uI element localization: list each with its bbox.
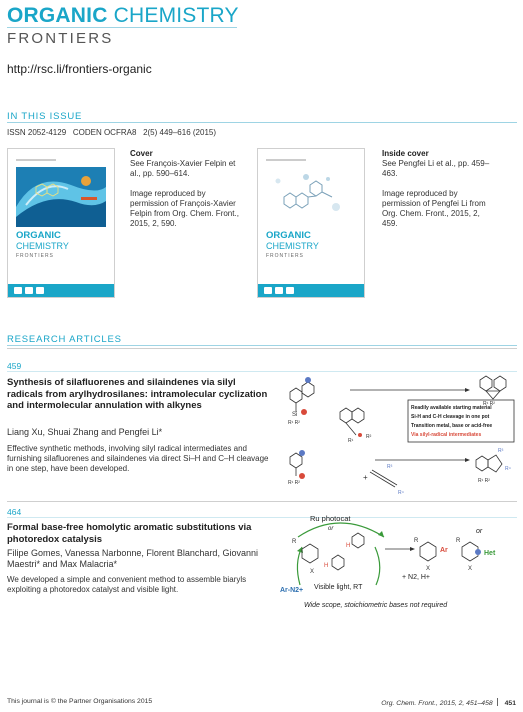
graphic-or-label: or	[328, 526, 334, 532]
svg-text:R³: R³	[498, 448, 504, 454]
graphic-bullet: Via silyl-radical intermediates	[411, 432, 482, 438]
cover-image: ORGANIC CHEMISTRY FRONTIERS	[7, 148, 115, 298]
svg-text:Si: Si	[292, 412, 298, 418]
cover-wave-illustration	[16, 167, 106, 227]
graphic-condition-label: Visible light, RT	[314, 584, 363, 591]
section-title-research-articles: RESEARCH ARTICLES	[7, 334, 122, 345]
svg-text:H: H	[346, 543, 351, 549]
svg-text:R¹ R²: R¹ R²	[478, 478, 490, 484]
issn-line: ISSN 2052-4129 CODEN OCFRA8 2(5) 449–616 (2015)	[7, 128, 217, 137]
article-authors: Liang Xu, Shuai Zhang and Pengfei Li*	[7, 427, 163, 437]
graphic-ar-label: Ar	[440, 547, 448, 554]
article-separator	[7, 501, 517, 502]
graphic-bullet: Si-H and C-H cleavage in one pot	[411, 414, 490, 420]
svg-text:R¹: R¹	[348, 438, 354, 444]
inside-cover-info	[382, 149, 492, 239]
title-rule	[7, 27, 237, 28]
footer-citation: Org. Chem. Front., 2015, 2, 451–458 451	[381, 700, 516, 707]
svg-text:R⁴: R⁴	[398, 490, 404, 496]
svg-text:+: +	[363, 473, 368, 482]
svg-text:R¹ R²: R¹ R²	[288, 480, 300, 486]
article-page-number[interactable]: 459	[7, 361, 22, 371]
graphic-bullet: Readily available starting material	[411, 405, 492, 411]
article-abstract: We developed a simple and convenient method to assemble biaryls exploiting a photoredox catalyst and visible light.	[7, 575, 247, 594]
svg-text:R: R	[414, 538, 419, 544]
article-authors: Filipe Gomes, Vanessa Narbonne, Florent Blanchard, Giovanni Maestri* and Max Malacria*	[7, 548, 258, 569]
graphic-bullet: Transition metal, base or acid-free	[411, 423, 493, 429]
svg-text:X: X	[468, 566, 473, 572]
graphic-catalyst-label: Ru photocat	[310, 514, 351, 523]
svg-text:X: X	[426, 566, 431, 572]
section-rule	[7, 122, 517, 123]
svg-text:R¹ R²: R¹ R²	[483, 401, 495, 407]
graphic-het-label: Het	[484, 550, 496, 557]
article-graphic-photoredox	[280, 507, 516, 617]
cover-credit: Image reproduced by permission of Pengfei Li from Org. Chem. Front., 2015, 2, 459.	[382, 189, 486, 228]
cover-desc: See Pengfei Li et al., pp. 459–463.	[382, 159, 490, 178]
svg-text:X: X	[310, 569, 315, 575]
cover-heading: Inside cover	[382, 149, 429, 158]
svg-text:R: R	[292, 539, 297, 545]
journal-url[interactable]: http://rsc.li/frontiers-organic	[7, 62, 152, 76]
graphic-byproduct-label: + N2, H+	[402, 574, 431, 581]
graphic-caption: Wide scope, stoichiometric bases not required	[304, 602, 448, 609]
section-rule	[7, 345, 517, 346]
footer-copyright: This journal is © the Partner Organisations 2015	[7, 698, 153, 705]
journal-subtitle: FRONTIERS	[7, 30, 114, 47]
article-abstract: Effective synthetic methods, involving silyl radical intermediates and furnishing silafluorenes and silaindenes via direct Si–H and C–H cleavage in one step, have been developed.	[7, 444, 269, 473]
inside-cover-image: ORGANIC CHEMISTRY FRONTIERS	[257, 148, 365, 298]
svg-text:R³: R³	[387, 464, 393, 470]
graphic-reagent-label: Ar-N2+	[280, 587, 304, 594]
cover-desc: See François-Xavier Felpin et al., pp. 590–614.	[130, 159, 236, 178]
svg-text:H: H	[324, 563, 329, 569]
page-number: 451	[504, 700, 516, 707]
cover-info	[130, 149, 240, 239]
cover-heading: Cover	[130, 149, 153, 158]
svg-text:R¹ R²: R¹ R²	[288, 420, 300, 426]
cover-credit: Image reproduced by permission of François-Xavier Felpin from Org. Chem. Front., 2015, 2, 590.	[130, 189, 239, 228]
article-page-number[interactable]: 464	[7, 507, 22, 517]
svg-text:R²: R²	[366, 434, 372, 440]
article-title[interactable]: Formal base-free homolytic aromatic substitutions via photoredox catalysis	[7, 522, 252, 545]
graphic-or-label: or	[476, 528, 483, 535]
article-graphic-silafluorene	[280, 372, 516, 498]
journal-title: ORGANIC CHEMISTRY	[7, 4, 239, 27]
section-title-in-this-issue: IN THIS ISSUE	[7, 111, 83, 122]
svg-text:R: R	[456, 538, 461, 544]
inside-cover-molecule-illustration	[266, 167, 356, 227]
svg-text:R⁴: R⁴	[505, 466, 511, 472]
article-title[interactable]: Synthesis of silafluorenes and silaindenes via silyl radicals from arylhydrosilanes: intramolecular cyclization and intermolecular annulation with alkynes	[7, 377, 268, 411]
